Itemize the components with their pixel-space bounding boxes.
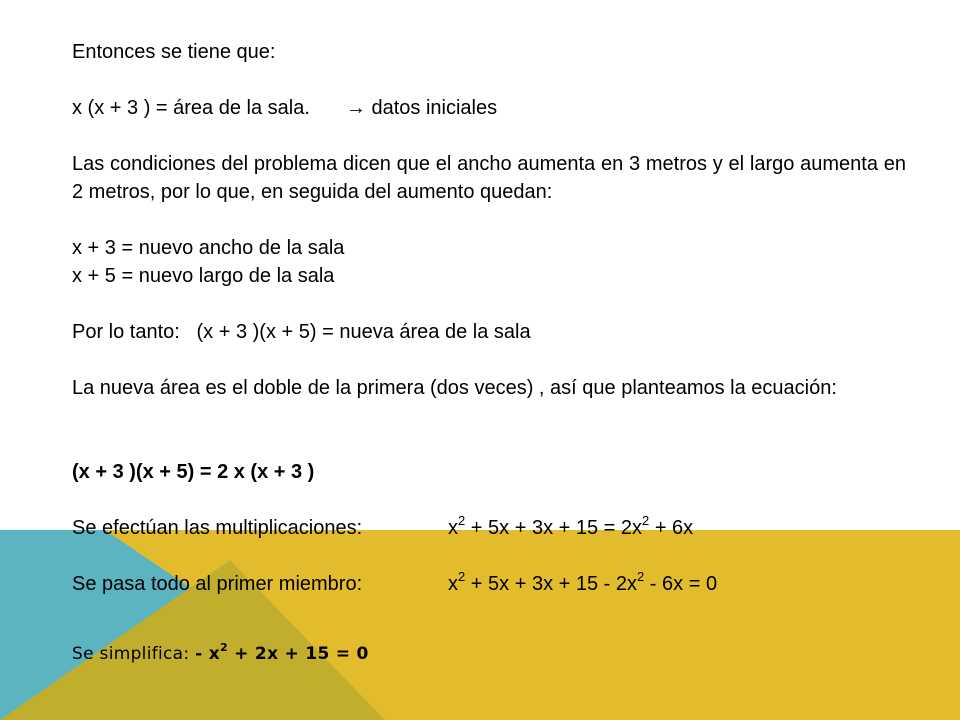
conditions-paragraph: Las condiciones del problema dicen que el ancho aumenta en 3 metros y el largo aumenta en 2 metros, por lo que, en seguida del aumento quedan: [72,153,906,203]
simplify-label: Se simplifica: [72,644,196,664]
therefore-label: Por lo tanto: [72,321,180,343]
initial-equation: x (x + 3 ) = área de la sala. [72,97,310,119]
simplify-line [72,640,369,668]
multiply-expression: $x^2 + 5x + 3x + 15 = 2x^2 + 6x$ [448,513,694,539]
move-label: Se pasa todo al primer miembro: [72,573,363,595]
arrow-right-icon: → [345,97,366,119]
intro-line: Entonces se tiene que: [72,41,276,63]
initial-data-note: datos iniciales [371,97,498,119]
move-line [72,570,717,598]
double-area-paragraph: La nueva área es el doble de la primera (dos veces) , así que planteamos la ecuación: [72,377,837,399]
move-expression: $x^2 + 5x + 3x + 15 - 2x^2 - 6x = 0$ [448,569,718,595]
new-length-line: x + 5 = nuevo largo de la sala [72,265,335,287]
main-equation: (x + 3 )(x + 5) = 2 x (x + 3 ) [72,461,315,483]
therefore-line [72,318,531,346]
multiply-label: Se efectúan las multiplicaciones: [72,517,363,539]
new-area-expression: (x + 3 )(x + 5) = nueva área de la sala [196,321,531,343]
initial-equation-line [72,94,497,122]
multiply-line [72,514,693,542]
new-width-line: x + 3 = nuevo ancho de la sala [72,237,345,259]
simplified-equation: - $x^2 + 2x + 15 = 0$ [195,641,369,664]
